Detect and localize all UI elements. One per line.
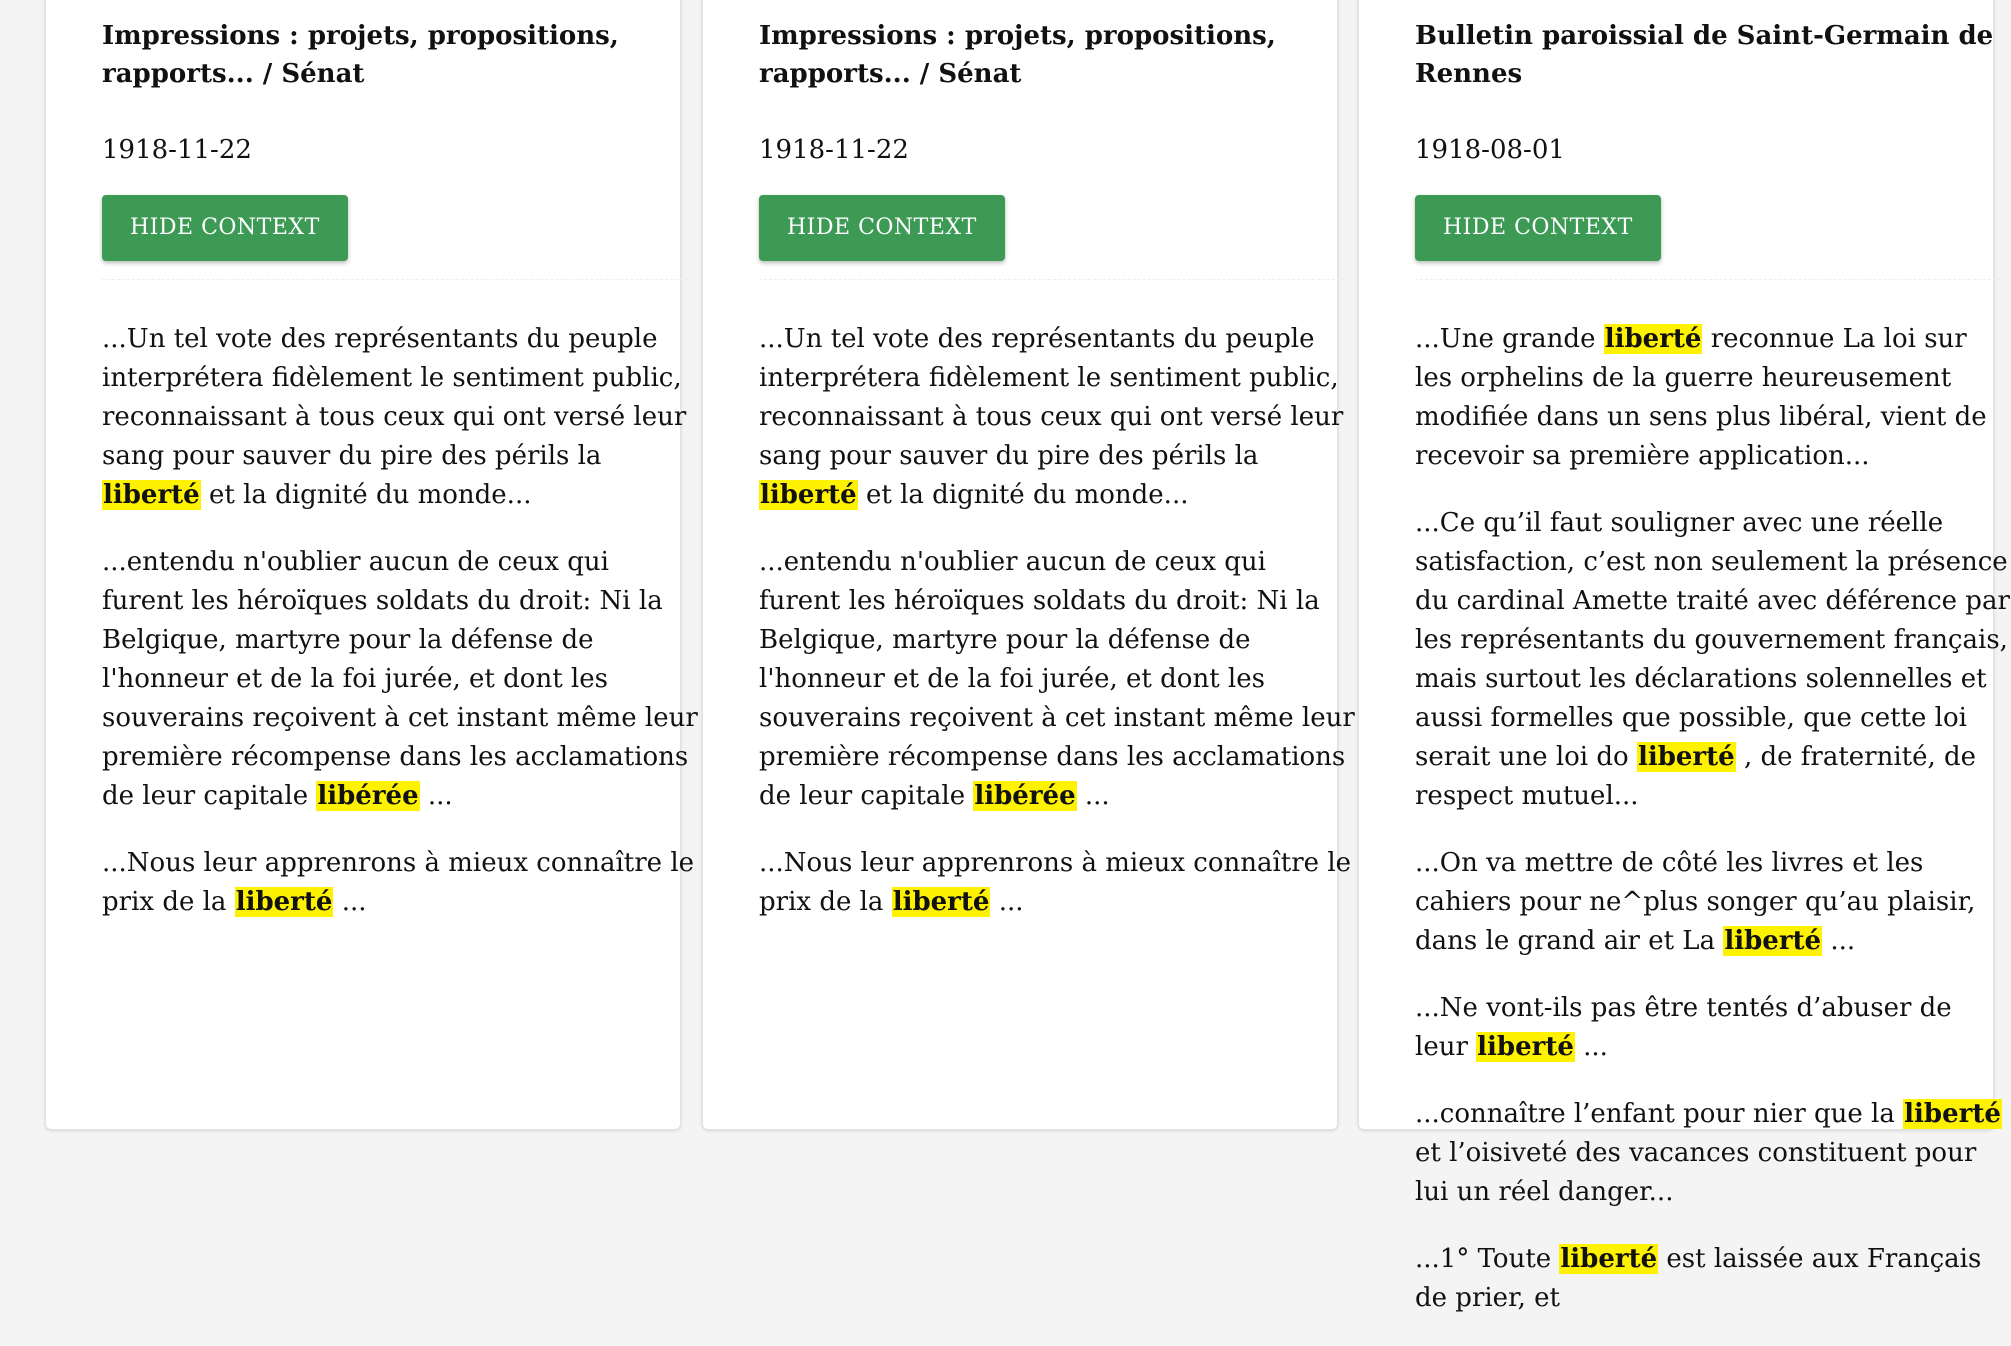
result-card-1 xyxy=(45,0,698,1130)
search-term-highlight: libérée xyxy=(974,781,1076,811)
snippet-text: ...1° Toute xyxy=(1415,1244,1560,1274)
snippet-text: ... xyxy=(1076,781,1110,811)
snippet-text: ... xyxy=(990,887,1024,917)
context-snippet xyxy=(759,543,1355,816)
snippet-text: ...On va mettre de côté les livres et les cahiers pour ne^plus songer qu’au plaisir, dans le grand air et La xyxy=(1415,848,1976,956)
card-divider xyxy=(102,279,698,280)
context-snippet xyxy=(102,844,698,922)
context-snippet xyxy=(1415,320,2011,476)
card-title[interactable]: Impressions : projets, propositions, rapports... / Sénat xyxy=(759,21,1276,89)
snippet-text: ... xyxy=(1822,926,1856,956)
context-snippets xyxy=(759,320,1355,922)
snippet-text: et la dignité du monde... xyxy=(200,480,532,510)
search-term-highlight: liberté xyxy=(892,887,990,917)
snippet-text: ...entendu n'oublier aucun de ceux qui furent les héroïques soldats du droit: Ni la Belgique, martyre pour la défense de l'honneur et de la foi jurée, et dont les souverains reçoivent à cet instant même leur première récompense dans les acclamations de leur capitale xyxy=(759,547,1355,811)
hide-context-button[interactable]: HIDE CONTEXT xyxy=(1415,195,1661,261)
snippet-text: ...Nous leur apprenrons à mieux connaître le prix de la xyxy=(102,848,695,917)
result-card-2 xyxy=(702,0,1355,1130)
snippet-text: ...connaître l’enfant pour nier que la xyxy=(1415,1099,1904,1129)
search-term-highlight: liberté xyxy=(1477,1032,1574,1062)
search-term-highlight: liberté xyxy=(103,480,200,510)
snippet-text: est laissée aux Français de prier, et xyxy=(1415,1244,1982,1313)
result-card-3 xyxy=(1358,0,2010,1313)
snippet-text: ... xyxy=(333,887,367,917)
search-term-highlight: libérée xyxy=(317,781,419,811)
snippet-text: ...Une grande xyxy=(1415,324,1604,354)
context-snippets xyxy=(102,320,698,922)
card-divider xyxy=(759,279,1355,280)
snippet-text: ...Nous leur apprenrons à mieux connaître le prix de la xyxy=(759,848,1352,917)
snippet-text: ...Un tel vote des représentants du peuple interprétera fidèlement le sentiment public, reconnaissant à tous ceux qui ont versé leur sang pour sauver du pire des périls la xyxy=(759,324,1344,471)
card-title[interactable]: Impressions : projets, propositions, rapports... / Sénat xyxy=(102,21,619,89)
snippet-text: et l’oisiveté des vacances constituent pour lui un réel danger... xyxy=(1415,1138,1977,1207)
snippet-text: , de fraternité, de respect mutuel... xyxy=(1415,742,1977,811)
context-snippet xyxy=(759,844,1355,922)
snippet-text: ...Ce qu’il faut souligner avec une réelle satisfaction, c’est non seulement la présence du cardinal Amette traité avec déférence par les représentants du gouvernement français, mais surtout les déclarations solennelles et aussi formelles que possible, que cette loi serait une loi do xyxy=(1415,508,2010,772)
snippet-text: et la dignité du monde... xyxy=(857,480,1189,510)
context-snippets xyxy=(1415,320,2011,1318)
context-snippet xyxy=(1415,844,2011,961)
context-snippet xyxy=(1415,1095,2011,1212)
results-grid xyxy=(8,0,2010,1313)
card-date: 1918-11-22 xyxy=(102,135,252,165)
snippet-text: ...Un tel vote des représentants du peuple interprétera fidèlement le sentiment public, reconnaissant à tous ceux qui ont versé leur sang pour sauver du pire des périls la xyxy=(102,324,687,471)
context-snippet xyxy=(102,320,698,515)
context-snippet xyxy=(1415,989,2011,1067)
search-term-highlight: liberté xyxy=(235,887,333,917)
search-term-highlight: liberté xyxy=(760,480,857,510)
search-term-highlight: liberté xyxy=(1637,742,1735,772)
context-snippet xyxy=(1415,504,2011,816)
snippet-text: ...Ne vont-ils pas être tentés d’abuser de leur xyxy=(1415,993,1952,1062)
snippet-text: reconnue La loi sur les orphelins de la guerre heureusement modifiée dans un sens plus libéral, vient de recevoir sa première application... xyxy=(1415,324,1987,471)
snippet-text: ... xyxy=(419,781,453,811)
card-divider xyxy=(1415,279,2011,280)
snippet-text: ...entendu n'oublier aucun de ceux qui furent les héroïques soldats du droit: Ni la Belgique, martyre pour la défense de l'honneur et de la foi jurée, et dont les souverains reçoivent à cet instant même leur première récompense dans les acclamations de leur capitale xyxy=(102,547,698,811)
card-title[interactable]: Bulletin paroissial de Saint-Germain de Rennes xyxy=(1415,21,1994,89)
context-snippet xyxy=(102,543,698,816)
context-snippet xyxy=(1415,1240,2011,1318)
search-term-highlight: liberté xyxy=(1904,1099,2001,1129)
card-date: 1918-11-22 xyxy=(759,135,909,165)
context-snippet xyxy=(759,320,1355,515)
hide-context-button[interactable]: HIDE CONTEXT xyxy=(759,195,1005,261)
search-term-highlight: liberté xyxy=(1724,926,1822,956)
snippet-text: ... xyxy=(1574,1032,1608,1062)
search-term-highlight: liberté xyxy=(1604,324,1702,354)
card-date: 1918-08-01 xyxy=(1415,135,1565,165)
hide-context-button[interactable]: HIDE CONTEXT xyxy=(102,195,348,261)
search-term-highlight: liberté xyxy=(1560,1244,1658,1274)
